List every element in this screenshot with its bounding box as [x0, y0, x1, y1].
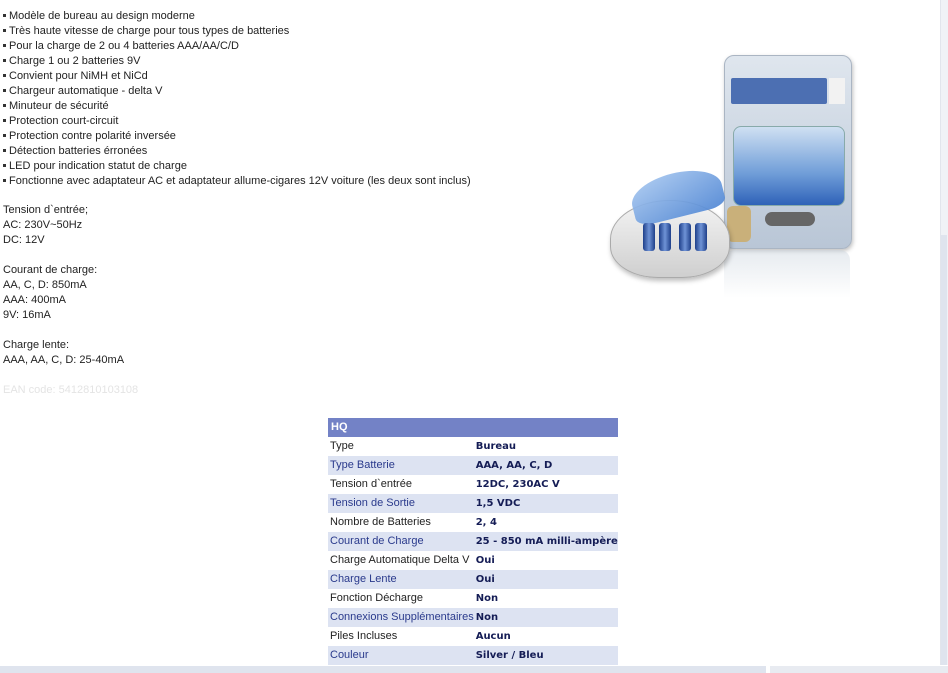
spec-text	[3, 203, 138, 398]
slow-value: AAA, AA, C, D: 25-40mA	[3, 354, 125, 366]
feature-item: Très haute vitesse de charge pour tous types de batteries	[3, 24, 471, 39]
charger-image	[610, 200, 730, 278]
spec-table-header	[328, 418, 618, 437]
current-aacd: AA, C, D: 850mA	[3, 279, 87, 291]
feature-item: Protection court-circuit	[3, 114, 471, 129]
feature-item: Charge 1 ou 2 batteries 9V	[3, 54, 471, 69]
table-row: Charge Lente Oui	[328, 570, 618, 589]
table-row: Tension de Sortie 1,5 VDC	[328, 494, 618, 513]
table-row: Type Bureau	[328, 437, 618, 456]
package-label	[731, 78, 827, 104]
horizontal-scrollbar-track[interactable]	[770, 666, 948, 673]
horizontal-scrollbar-thumb[interactable]	[0, 666, 766, 673]
current-heading: Courant de charge:	[3, 264, 98, 276]
feature-item: Modèle de bureau au design moderne	[3, 9, 471, 24]
table-row: Type Batterie AAA, AA, C, D	[328, 456, 618, 475]
feature-item: Chargeur automatique - delta V	[3, 84, 471, 99]
package-image	[724, 55, 852, 249]
current-9v: 9V: 16mA	[3, 309, 51, 321]
table-row: Fonction Décharge Non	[328, 589, 618, 608]
feature-item: LED pour indication statut de charge	[3, 159, 471, 174]
feature-item: Pour la charge de 2 ou 4 batteries AAA/AA/C/D	[3, 39, 471, 54]
table-row: Couleur Silver / Bleu	[328, 646, 618, 665]
table-row: Nombre de Batteries 2, 4	[328, 513, 618, 532]
feature-item: Protection contre polarité inversée	[3, 129, 471, 144]
voltage-ac: AC: 230V~50Hz	[3, 219, 83, 231]
feature-item: Convient pour NiMH et NiCd	[3, 69, 471, 84]
table-row: Piles Incluses Aucun	[328, 627, 618, 646]
table-row: Tension d`entrée 12DC, 230AC V	[328, 475, 618, 494]
brand-label: HQ	[331, 421, 348, 433]
feature-item: Fonctionne avec adaptateur AC et adaptateur allume-cigares 12V voiture (les deux sont inclus)	[3, 174, 471, 189]
table-row: Courant de Charge 25 - 850 mA milli-ampère	[328, 532, 618, 551]
spec-table	[328, 418, 618, 665]
ean-code: EAN code: 5412810103108	[3, 384, 139, 396]
feature-item: Détection batteries érronées	[3, 144, 471, 159]
feature-item: Minuteur de sécurité	[3, 99, 471, 114]
slow-heading: Charge lente:	[3, 339, 70, 351]
voltage-dc: DC: 12V	[3, 234, 45, 246]
vertical-scrollbar-thumb[interactable]	[941, 235, 947, 665]
table-row: Connexions Supplémentaires Non	[328, 608, 618, 627]
voltage-heading: Tension d`entrée;	[3, 204, 88, 216]
current-aaa: AAA: 400mA	[3, 294, 66, 306]
table-row: Charge Automatique Delta V Oui	[328, 551, 618, 570]
feature-list	[3, 9, 471, 189]
battery-charger-product-photo-icon	[606, 50, 856, 300]
